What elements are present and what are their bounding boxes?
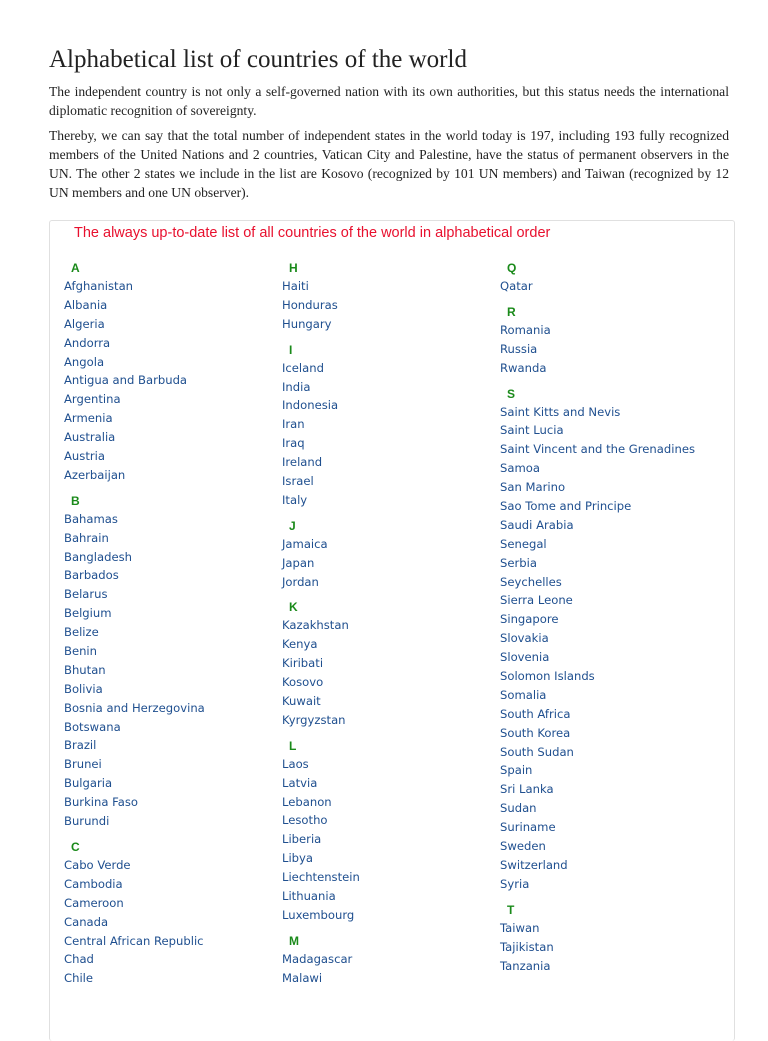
country-link[interactable]: Bahamas [64, 511, 118, 526]
country-link[interactable]: South Africa [500, 706, 571, 721]
country-link[interactable]: Andorra [64, 335, 111, 350]
country-link[interactable]: Italy [282, 492, 308, 507]
country-link[interactable]: Chad [64, 952, 94, 967]
country-link[interactable]: Saint Vincent and the Grenadines [500, 442, 695, 457]
country-link[interactable]: Azerbaijan [64, 467, 126, 482]
country-link[interactable]: Russia [500, 341, 538, 356]
country-link[interactable]: Canada [64, 914, 109, 929]
country-link[interactable]: Sweden [500, 839, 546, 854]
country-link[interactable]: Central African Republic [64, 933, 204, 948]
country-link[interactable]: Taiwan [500, 920, 540, 935]
country-link[interactable]: Sao Tome and Principe [500, 499, 632, 514]
country-link[interactable]: Qatar [500, 279, 533, 293]
country-link[interactable]: Bhutan [64, 662, 106, 677]
country-link[interactable]: Laos [282, 756, 309, 771]
letter-heading-j: J [289, 518, 296, 533]
country-list-box [49, 220, 735, 1041]
country-link[interactable]: Belarus [64, 587, 108, 602]
letter-heading-l: L [289, 738, 297, 753]
country-link[interactable]: Kazakhstan [282, 618, 349, 633]
letter-heading-t: T [507, 902, 515, 917]
country-link[interactable]: Burkina Faso [64, 795, 138, 810]
country-link[interactable]: Singapore [500, 612, 559, 627]
country-link[interactable]: Tajikistan [500, 939, 554, 954]
country-link[interactable]: Kenya [282, 637, 318, 652]
country-link[interactable]: Rwanda [500, 360, 547, 375]
country-link[interactable]: Brazil [64, 738, 97, 753]
country-link[interactable]: Sudan [500, 801, 537, 816]
country-link[interactable]: Jordan [282, 574, 319, 589]
country-list-title: The always up-to-date list of all countries of the world in alphabetical order [74, 225, 551, 241]
country-link[interactable]: Iceland [282, 360, 324, 375]
country-link[interactable]: Brunei [64, 757, 102, 772]
country-link[interactable]: South Sudan [500, 744, 574, 759]
country-link[interactable]: Malawi [282, 970, 323, 985]
country-link[interactable]: Somalia [500, 687, 547, 702]
country-link[interactable]: Bahrain [64, 530, 109, 545]
country-link[interactable]: Senegal [500, 536, 547, 551]
country-link[interactable]: Albania [64, 297, 108, 312]
letter-heading-s: S [507, 386, 516, 401]
country-link[interactable]: Liberia [282, 832, 322, 847]
article [49, 44, 729, 202]
country-link[interactable]: Lithuania [282, 889, 336, 904]
country-link[interactable]: Bulgaria [64, 776, 113, 791]
country-link[interactable]: Slovenia [500, 650, 550, 665]
country-link[interactable]: Sri Lanka [500, 782, 554, 797]
page-title: Alphabetical list of countries of the world [49, 46, 467, 73]
country-link[interactable]: Belize [64, 625, 99, 640]
country-link[interactable]: Japan [282, 555, 315, 570]
country-link[interactable]: Luxembourg [282, 907, 355, 922]
country-link[interactable]: Spain [500, 763, 533, 778]
country-link[interactable]: Latvia [282, 775, 318, 790]
country-link[interactable]: Seychelles [500, 574, 562, 589]
letter-heading-k: K [289, 600, 298, 615]
country-link[interactable]: Hungary [282, 316, 332, 331]
country-link[interactable]: South Korea [500, 725, 571, 740]
country-link[interactable]: Sierra Leone [500, 593, 573, 608]
letter-heading-q: Q [507, 261, 517, 275]
country-column-1 [64, 259, 274, 988]
country-link[interactable]: Bosnia and Herzegovina [64, 700, 205, 715]
country-link[interactable]: Iran [282, 417, 305, 432]
country-link[interactable]: Saudi Arabia [500, 517, 574, 532]
country-link[interactable]: Syria [500, 876, 530, 891]
country-link[interactable]: Saint Kitts and Nevis [500, 404, 621, 419]
country-link[interactable]: Burundi [64, 814, 110, 829]
country-link[interactable]: Slovakia [500, 631, 549, 646]
country-link[interactable]: Romania [500, 322, 551, 337]
country-link[interactable]: Bangladesh [64, 549, 132, 564]
country-link[interactable]: Botswana [64, 719, 121, 734]
country-link[interactable]: Samoa [500, 461, 540, 476]
country-link[interactable]: Barbados [64, 568, 119, 583]
letter-heading-m: M [289, 933, 299, 948]
country-link[interactable]: India [282, 379, 311, 394]
country-link[interactable]: Kuwait [282, 694, 321, 709]
country-link[interactable]: Iraq [282, 436, 305, 451]
letter-heading-i: I [289, 342, 293, 357]
country-link[interactable]: Kosovo [282, 675, 324, 690]
country-link[interactable]: Tanzania [500, 958, 551, 973]
country-link[interactable]: Antigua and Barbuda [64, 373, 188, 388]
country-link[interactable]: San Marino [500, 480, 566, 495]
letter-heading-a: A [71, 261, 80, 275]
letter-heading-r: R [507, 304, 516, 319]
country-link[interactable]: Belgium [64, 606, 112, 621]
country-link[interactable]: Algeria [64, 316, 105, 331]
country-link[interactable]: Kiribati [282, 656, 324, 671]
country-link[interactable]: Switzerland [500, 857, 568, 872]
country-link[interactable]: Austria [64, 449, 105, 464]
country-link[interactable]: Suriname [500, 820, 556, 835]
country-link[interactable]: Armenia [64, 411, 113, 426]
country-link[interactable]: Haiti [282, 279, 309, 293]
country-link[interactable]: Lesotho [282, 813, 328, 828]
country-link[interactable]: Cabo Verde [64, 857, 131, 872]
country-link[interactable]: Benin [64, 644, 98, 659]
country-link[interactable]: Serbia [500, 555, 537, 570]
country-link[interactable]: Libya [282, 851, 314, 866]
country-link[interactable]: Lebanon [282, 794, 332, 809]
country-link[interactable]: Indonesia [282, 398, 339, 413]
country-column-2 [282, 259, 492, 988]
country-link[interactable]: Jamaica [282, 536, 328, 551]
intro-paragraph-1: The independent country is not only a self-governed nation with its own authorities, but this status needs the international diplomatic recognition of sovereignty. [49, 84, 729, 118]
intro-paragraph-2: Thereby, we can say that the total number of independent states in the world today is 197, including 193 fully recognized members of the United Nations and 2 countries, Vatican City and Palestine, have the status of permanent observers in the UN. The other 2 states we include in the list are Kosovo (recognized by 101 UN members) and Taiwan (recognized by 12 UN members and one UN observer). [49, 128, 729, 200]
country-link[interactable]: Liechtenstein [282, 870, 360, 885]
country-link[interactable]: Cambodia [64, 876, 123, 891]
country-link[interactable]: Afghanistan [64, 279, 134, 293]
country-link[interactable]: Bolivia [64, 681, 103, 696]
country-link[interactable]: Honduras [282, 297, 338, 312]
letter-heading-c: C [71, 839, 80, 854]
country-link[interactable]: Argentina [64, 392, 121, 407]
country-link[interactable]: Saint Lucia [500, 423, 564, 438]
letter-heading-h: H [289, 261, 298, 275]
country-link[interactable]: Chile [64, 971, 94, 986]
country-column-3 [500, 259, 710, 975]
country-link[interactable]: Solomon Islands [500, 669, 595, 684]
letter-heading-b: B [71, 493, 80, 508]
country-link[interactable]: Angola [64, 354, 105, 369]
country-link[interactable]: Ireland [282, 455, 323, 470]
country-link[interactable]: Australia [64, 430, 116, 445]
country-link[interactable]: Madagascar [282, 951, 353, 966]
country-link[interactable]: Kyrgyzstan [282, 712, 346, 727]
country-link[interactable]: Israel [282, 474, 314, 489]
country-link[interactable]: Cameroon [64, 895, 124, 910]
